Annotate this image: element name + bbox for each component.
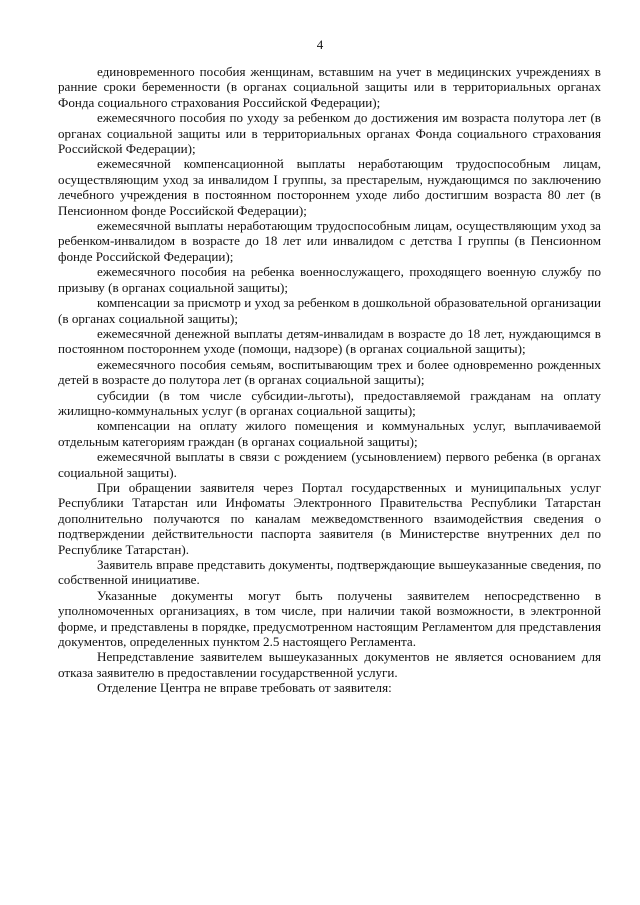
paragraph-payment-disabled-child-care: ежемесячной выплаты неработающим трудоспособным лицам, осуществляющим уход за ребенком-инвалидом в возрасте до 18 лет или инвалидом с детства I группы (в Пенсионном фонде Российской Федерации);: [58, 218, 601, 264]
paragraph-non-submission: Непредставление заявителем вышеуказанных документов не является основанием для отказа заявителю в предоставлении государственной услуги.: [58, 649, 601, 680]
paragraph-lump-sum-benefit: единовременного пособия женщинам, вставшим на учет в медицинских учреждениях в ранние сроки беременности (в органах социальной защиты или в территориальных органах Фонда социального страхования Российской Федерации);: [58, 64, 601, 110]
paragraph-preschool-compensation: компенсации за присмотр и уход за ребенком в дошкольной образовательной организации (в органах социальной защиты);: [58, 295, 601, 326]
document-body: [58, 64, 601, 696]
paragraph-childcare-benefit: ежемесячного пособия по уходу за ребенком до достижения им возраста полутора лет (в органах социальной защиты или в территориальных органах Фонда социального страхования Российской Федерации);: [58, 110, 601, 157]
paragraph-documents-obtainable: Указанные документы могут быть получены заявителем непосредственно в уполномоченных организациях, в том числе, при наличии такой возможности, в электронной форме, и представлены в порядке, предусмотренном настоящим Регламентом для представления документов, определенных пунктом 2.5 настоящего Регламента.: [58, 587, 601, 650]
paragraph-conscript-child-benefit: ежемесячного пособия на ребенка военнослужащего, проходящего военную службу по призыву (в органах социальной защиты);: [58, 264, 601, 295]
paragraph-first-child-payment: ежемесячной выплаты в связи с рождением (усыновлением) первого ребенка (в органах социальной защиты).: [58, 449, 601, 480]
paragraph-housing-subsidy: субсидии (в том числе субсидии-льготы), предоставляемой гражданам на оплату жилищно-коммунальных услуг (в органах социальной защиты);: [58, 387, 601, 418]
page-number: 4: [316, 37, 324, 52]
paragraph-own-initiative: Заявитель вправе представить документы, подтверждающие вышеуказанные сведения, по собственной инициативе.: [58, 557, 601, 588]
paragraph-housing-compensation: компенсации на оплату жилого помещения и коммунальных услуг, выплачиваемой отдельным категориям граждан (в органах социальной защиты);: [58, 418, 601, 449]
paragraph-disabled-children-payment: ежемесячной денежной выплаты детям-инвалидам в возрасте до 18 лет, нуждающимся в постоянном постороннем уходе (помощи, надзоре) (в органах социальной защиты);: [58, 325, 601, 357]
paragraph-center-restrictions: Отделение Центра не вправе требовать от заявителя:: [97, 680, 392, 696]
paragraph-compensation-payment-caregivers: ежемесячной компенсационной выплаты неработающим трудоспособным лицам, осуществляющим уход за инвалидом I группы, за престарелым, нуждающимся по заключению лечебного учреждения в постоянном постороннем уходе либо достигшим возраста 80 лет (в Пенсионном фонде Российской Федерации);: [58, 156, 601, 218]
paragraph-portal-application: При обращении заявителя через Портал государственных и муниципальных услуг Республики Татарстан или Инфоматы Электронного Правительства Республики Татарстан дополнительно получаются по каналам межведомственного взаимодействия сведения о подтверждении действительности паспорта заявителя (в Министерстве внутренних дел по Республике Татарстан).: [58, 479, 601, 557]
paragraph-triplets-benefit: ежемесячного пособия семьям, воспитывающим трех и более одновременно рожденных детей в возрасте до полутора лет (в органах социальной защиты);: [58, 356, 601, 388]
